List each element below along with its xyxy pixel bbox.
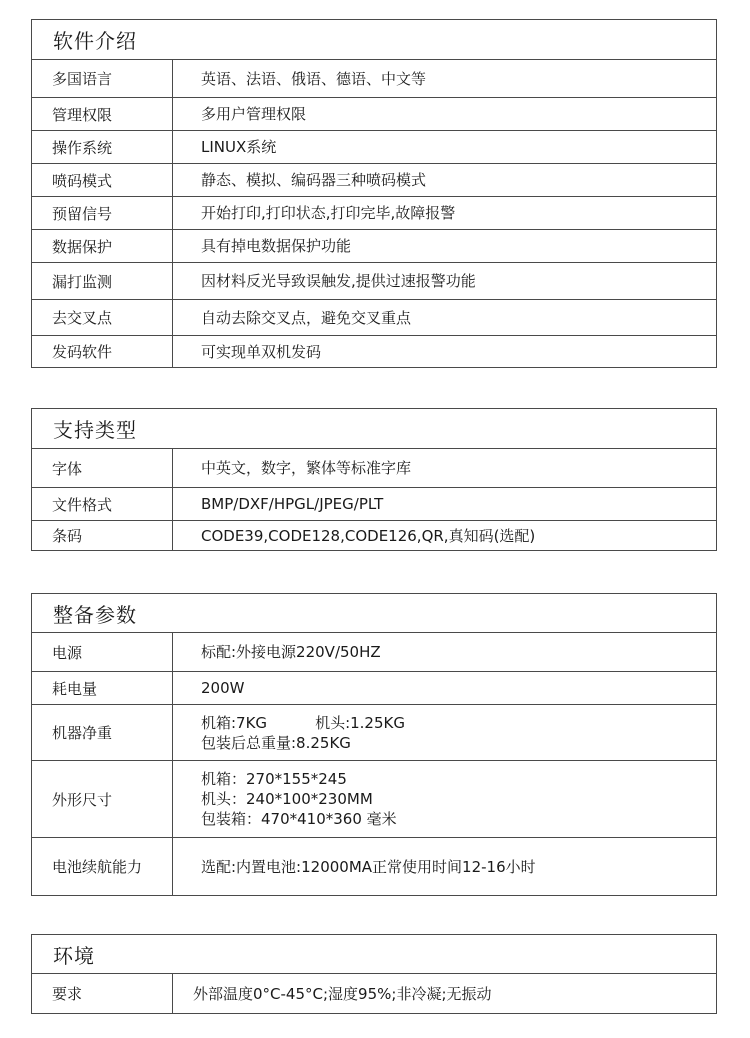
table-row: [32, 263, 717, 300]
software-title: 软件介绍: [32, 20, 717, 60]
row-value: 可实现单双机发码: [173, 336, 717, 368]
row-label: 电池续航能力: [32, 838, 173, 896]
table-row: [32, 672, 717, 705]
table-row: [32, 60, 717, 98]
row-label: 要求: [32, 974, 173, 1014]
case-weight: 机箱:7KG: [201, 713, 268, 732]
table-row: [32, 705, 717, 761]
table-row: [32, 633, 717, 672]
table-row: [32, 761, 717, 838]
row-value: 静态、模拟、编码器三种喷码模式: [173, 164, 717, 197]
table-row: [32, 131, 717, 164]
row-label: 漏打监测: [32, 263, 173, 300]
software-table: [31, 19, 717, 368]
table-row: [32, 230, 717, 263]
row-label: 耗电量: [32, 672, 173, 705]
dimension-line: 机箱：270*155*245: [201, 770, 347, 788]
table-row: [32, 838, 717, 896]
row-value: CODE39,CODE128,CODE126,QR,真知码(选配): [173, 521, 717, 551]
support-title: 支持类型: [32, 409, 717, 449]
row-value: 英语、法语、俄语、德语、中文等: [173, 60, 717, 98]
dimension-line: 包装箱：470*410*360 毫米: [201, 810, 397, 828]
table-row: [32, 974, 717, 1014]
row-label: 文件格式: [32, 488, 173, 521]
weight-line: [201, 713, 716, 733]
table-row: [32, 164, 717, 197]
table-row: [32, 300, 717, 336]
row-value: 自动去除交叉点，避免交叉重点: [173, 300, 717, 336]
table-row: [32, 521, 717, 551]
row-value: 因材料反光导致误触发,提供过速报警功能: [173, 263, 717, 300]
row-value: 具有掉电数据保护功能: [173, 230, 717, 263]
row-value: [173, 761, 717, 838]
row-label: 管理权限: [32, 98, 173, 131]
row-label: 去交叉点: [32, 300, 173, 336]
row-value: 标配:外接电源220V/50HZ: [173, 633, 717, 672]
row-value: 外部温度0°C-45°C;湿度95%;非冷凝;无振动: [173, 974, 717, 1014]
machine-table: [31, 593, 717, 896]
support-table: [31, 408, 717, 551]
row-value: [173, 705, 717, 761]
row-value: 开始打印,打印状态,打印完毕,故障报警: [173, 197, 717, 230]
table-row: [32, 449, 717, 488]
row-label: 数据保护: [32, 230, 173, 263]
dimension-line: 机头：240*100*230MM: [201, 790, 373, 808]
row-value: 中英文，数字，繁体等标准字库: [173, 449, 717, 488]
row-label: 操作系统: [32, 131, 173, 164]
row-value: BMP/DXF/HPGL/JPEG/PLT: [173, 488, 717, 521]
machine-title: 整备参数: [32, 594, 717, 633]
table-row: [32, 488, 717, 521]
row-value: 多用户管理权限: [173, 98, 717, 131]
row-value: LINUX系统: [173, 131, 717, 164]
row-label: 多国语言: [32, 60, 173, 98]
row-label: 机器净重: [32, 705, 173, 761]
packed-weight: 包装后总重量:8.25KG: [201, 733, 351, 752]
row-value: 200W: [173, 672, 717, 705]
row-label: 喷码模式: [32, 164, 173, 197]
row-label: 外形尺寸: [32, 761, 173, 838]
environment-table: [31, 934, 717, 1014]
table-row: [32, 98, 717, 131]
row-label: 字体: [32, 449, 173, 488]
row-label: 发码软件: [32, 336, 173, 368]
row-value: 选配:内置电池:12000MA正常使用时间12-16小时: [173, 838, 717, 896]
table-row: [32, 336, 717, 368]
row-label: 电源: [32, 633, 173, 672]
head-weight: 机头:1.25KG: [315, 713, 405, 732]
environment-title: 环境: [32, 935, 717, 974]
row-label: 预留信号: [32, 197, 173, 230]
row-label: 条码: [32, 521, 173, 551]
table-row: [32, 197, 717, 230]
